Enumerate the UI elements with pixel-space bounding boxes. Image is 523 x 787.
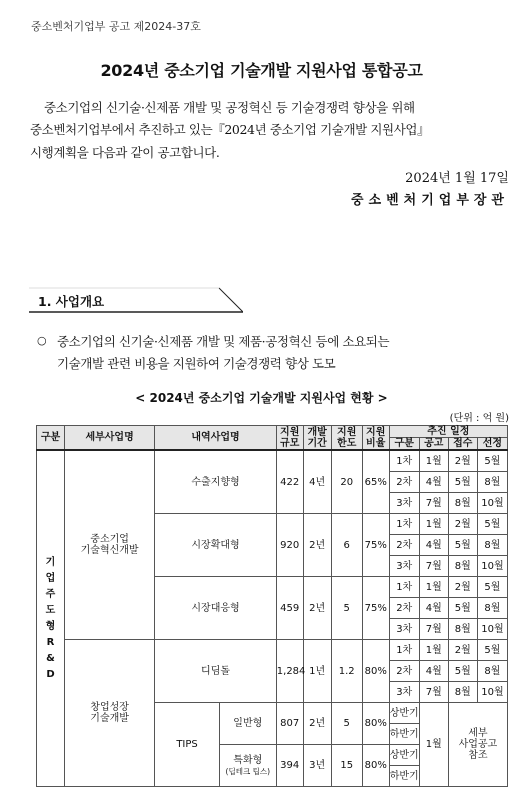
limit-cell: 6 — [331, 514, 362, 577]
notice-cell: 4월 — [419, 472, 448, 493]
period-cell: 4년 — [303, 450, 331, 514]
round-cell: 3차 — [389, 619, 419, 640]
budget-cell: 1,284 — [276, 640, 303, 703]
table-row — [37, 450, 508, 472]
budget-cell: 394 — [276, 745, 303, 787]
header-budget: 지원 규모 — [276, 426, 303, 451]
round-cell: 1차 — [389, 450, 419, 472]
header-limit: 지원 한도 — [331, 426, 362, 451]
round-cell: 3차 — [389, 493, 419, 514]
notice-date: 2024년 1월 17일 — [405, 171, 509, 186]
header-sub-program: 세부사업명 — [64, 426, 154, 451]
receipt-cell: 2월 — [448, 450, 477, 472]
table-row — [37, 640, 508, 661]
receipt-cell: 8월 — [448, 682, 477, 703]
limit-cell: 1.2 — [331, 640, 362, 703]
document-title: 2024년 중소기업 기술개발 지원사업 통합공고 — [100, 61, 423, 80]
tips-label: TIPS — [155, 703, 220, 787]
selection-cell: 8월 — [477, 472, 507, 493]
limit-cell: 20 — [331, 450, 362, 514]
selection-cell: 5월 — [477, 450, 507, 472]
notice-cell: 7월 — [419, 493, 448, 514]
ratio-cell: 75% — [362, 514, 389, 577]
receipt-cell: 2월 — [448, 514, 477, 535]
half-cell: 상반기 — [389, 703, 419, 724]
selection-cell: 8월 — [477, 661, 507, 682]
selection-cell: 5월 — [477, 640, 507, 661]
round-cell: 3차 — [389, 682, 419, 703]
period-cell: 2년 — [303, 577, 331, 640]
notice-cell: 7월 — [419, 682, 448, 703]
table-title: < 2024년 중소기업 기술개발 지원사업 현황 > — [135, 391, 388, 405]
selection-cell: 8월 — [477, 598, 507, 619]
selection-cell: 5월 — [477, 577, 507, 598]
receipt-cell: 5월 — [448, 661, 477, 682]
round-cell: 3차 — [389, 556, 419, 577]
intro-line-3: 시행계획을 다음과 같이 공고합니다. — [30, 145, 220, 160]
header-schedule: 추진 일정 — [389, 426, 507, 438]
program-name: 디딤돌 — [155, 640, 277, 703]
period-cell: 2년 — [303, 703, 331, 745]
intro-line-1: 중소기업의 신기술·신제품 개발 및 공정혁신 등 기술경쟁력 향상을 위해 — [44, 100, 415, 115]
program-name: 특화형 (딥테크 팁스) — [219, 745, 276, 787]
ratio-cell: 80% — [362, 703, 389, 745]
ratio-cell: 80% — [362, 745, 389, 787]
header-ratio: 지원 비율 — [362, 426, 389, 451]
round-cell: 2차 — [389, 598, 419, 619]
budget-cell: 459 — [276, 577, 303, 640]
header-period: 개발 기간 — [303, 426, 331, 451]
header-notice: 공고 — [419, 438, 448, 451]
ratio-cell: 80% — [362, 640, 389, 703]
program-name: 시장대응형 — [155, 577, 277, 640]
notice-cell: 1월 — [419, 703, 448, 787]
header-detail-program: 내역사업명 — [155, 426, 277, 451]
program-table — [36, 425, 508, 787]
header-receipt: 접수 — [448, 438, 477, 451]
period-cell: 2년 — [303, 514, 331, 577]
header-category: 구분 — [37, 426, 65, 451]
group-startup-growth: 창업성장 기술개발 — [64, 640, 154, 787]
round-cell: 2차 — [389, 661, 419, 682]
ratio-cell: 65% — [362, 450, 389, 514]
header-selection: 선정 — [477, 438, 507, 451]
notice-cell: 4월 — [419, 598, 448, 619]
group-tech-innovation: 중소기업 기술혁신개발 — [64, 450, 154, 640]
receipt-cell: 2월 — [448, 577, 477, 598]
notice-cell: 1월 — [419, 577, 448, 598]
program-name: 수출지향형 — [155, 450, 277, 514]
selection-cell: 5월 — [477, 514, 507, 535]
selection-cell: 10월 — [477, 682, 507, 703]
receipt-cell: 8월 — [448, 619, 477, 640]
receipt-cell: 8월 — [448, 556, 477, 577]
notice-cell: 4월 — [419, 661, 448, 682]
program-name: 일반형 — [219, 703, 276, 745]
half-cell: 상반기 — [389, 745, 419, 766]
receipt-cell: 5월 — [448, 535, 477, 556]
notice-number: 중소벤처기업부 공고 제2024-37호 — [31, 20, 201, 33]
limit-cell: 15 — [331, 745, 362, 787]
half-cell: 하반기 — [389, 766, 419, 787]
limit-cell: 5 — [331, 703, 362, 745]
ratio-cell: 75% — [362, 577, 389, 640]
selection-cell: 10월 — [477, 493, 507, 514]
header-round: 구분 — [389, 438, 419, 451]
receipt-cell: 5월 — [448, 598, 477, 619]
budget-cell: 422 — [276, 450, 303, 514]
selection-cell: 10월 — [477, 556, 507, 577]
round-cell: 2차 — [389, 472, 419, 493]
period-cell: 3년 — [303, 745, 331, 787]
issuer: 중소벤처기업부장관 — [350, 193, 509, 208]
round-cell: 1차 — [389, 640, 419, 661]
selection-cell: 8월 — [477, 535, 507, 556]
intro-line-2: 중소벤처기업부에서 추진하고 있는『2024년 중소기업 기술개발 지원사업』 — [30, 122, 430, 137]
note-cell: 세부 사업공고 참조 — [448, 703, 507, 787]
receipt-cell: 5월 — [448, 472, 477, 493]
receipt-cell: 8월 — [448, 493, 477, 514]
half-cell: 하반기 — [389, 724, 419, 745]
notice-cell: 7월 — [419, 619, 448, 640]
budget-cell: 920 — [276, 514, 303, 577]
notice-cell: 1월 — [419, 450, 448, 472]
program-name: 시장확대형 — [155, 514, 277, 577]
notice-cell: 4월 — [419, 535, 448, 556]
notice-cell: 1월 — [419, 514, 448, 535]
section-title: 1. 사업개요 — [38, 294, 105, 309]
round-cell: 1차 — [389, 514, 419, 535]
bullet-line-1: 중소기업의 신기술·신제품 개발 및 제품·공정혁신 등에 소요되는 — [57, 334, 390, 349]
period-cell: 1년 — [303, 640, 331, 703]
selection-cell: 10월 — [477, 619, 507, 640]
round-cell: 1차 — [389, 577, 419, 598]
budget-cell: 807 — [276, 703, 303, 745]
limit-cell: 5 — [331, 577, 362, 640]
receipt-cell: 2월 — [448, 640, 477, 661]
table-unit: (단위 : 억 원) — [449, 413, 509, 424]
round-cell: 2차 — [389, 535, 419, 556]
bullet-marker: ○ — [37, 334, 47, 347]
notice-cell: 7월 — [419, 556, 448, 577]
notice-cell: 1월 — [419, 640, 448, 661]
category-cell: 기 업 주 도 형 R & D — [37, 450, 65, 787]
bullet-line-2: 기술개발 관련 비용을 지원하여 기술경쟁력 향상 도모 — [57, 356, 336, 371]
